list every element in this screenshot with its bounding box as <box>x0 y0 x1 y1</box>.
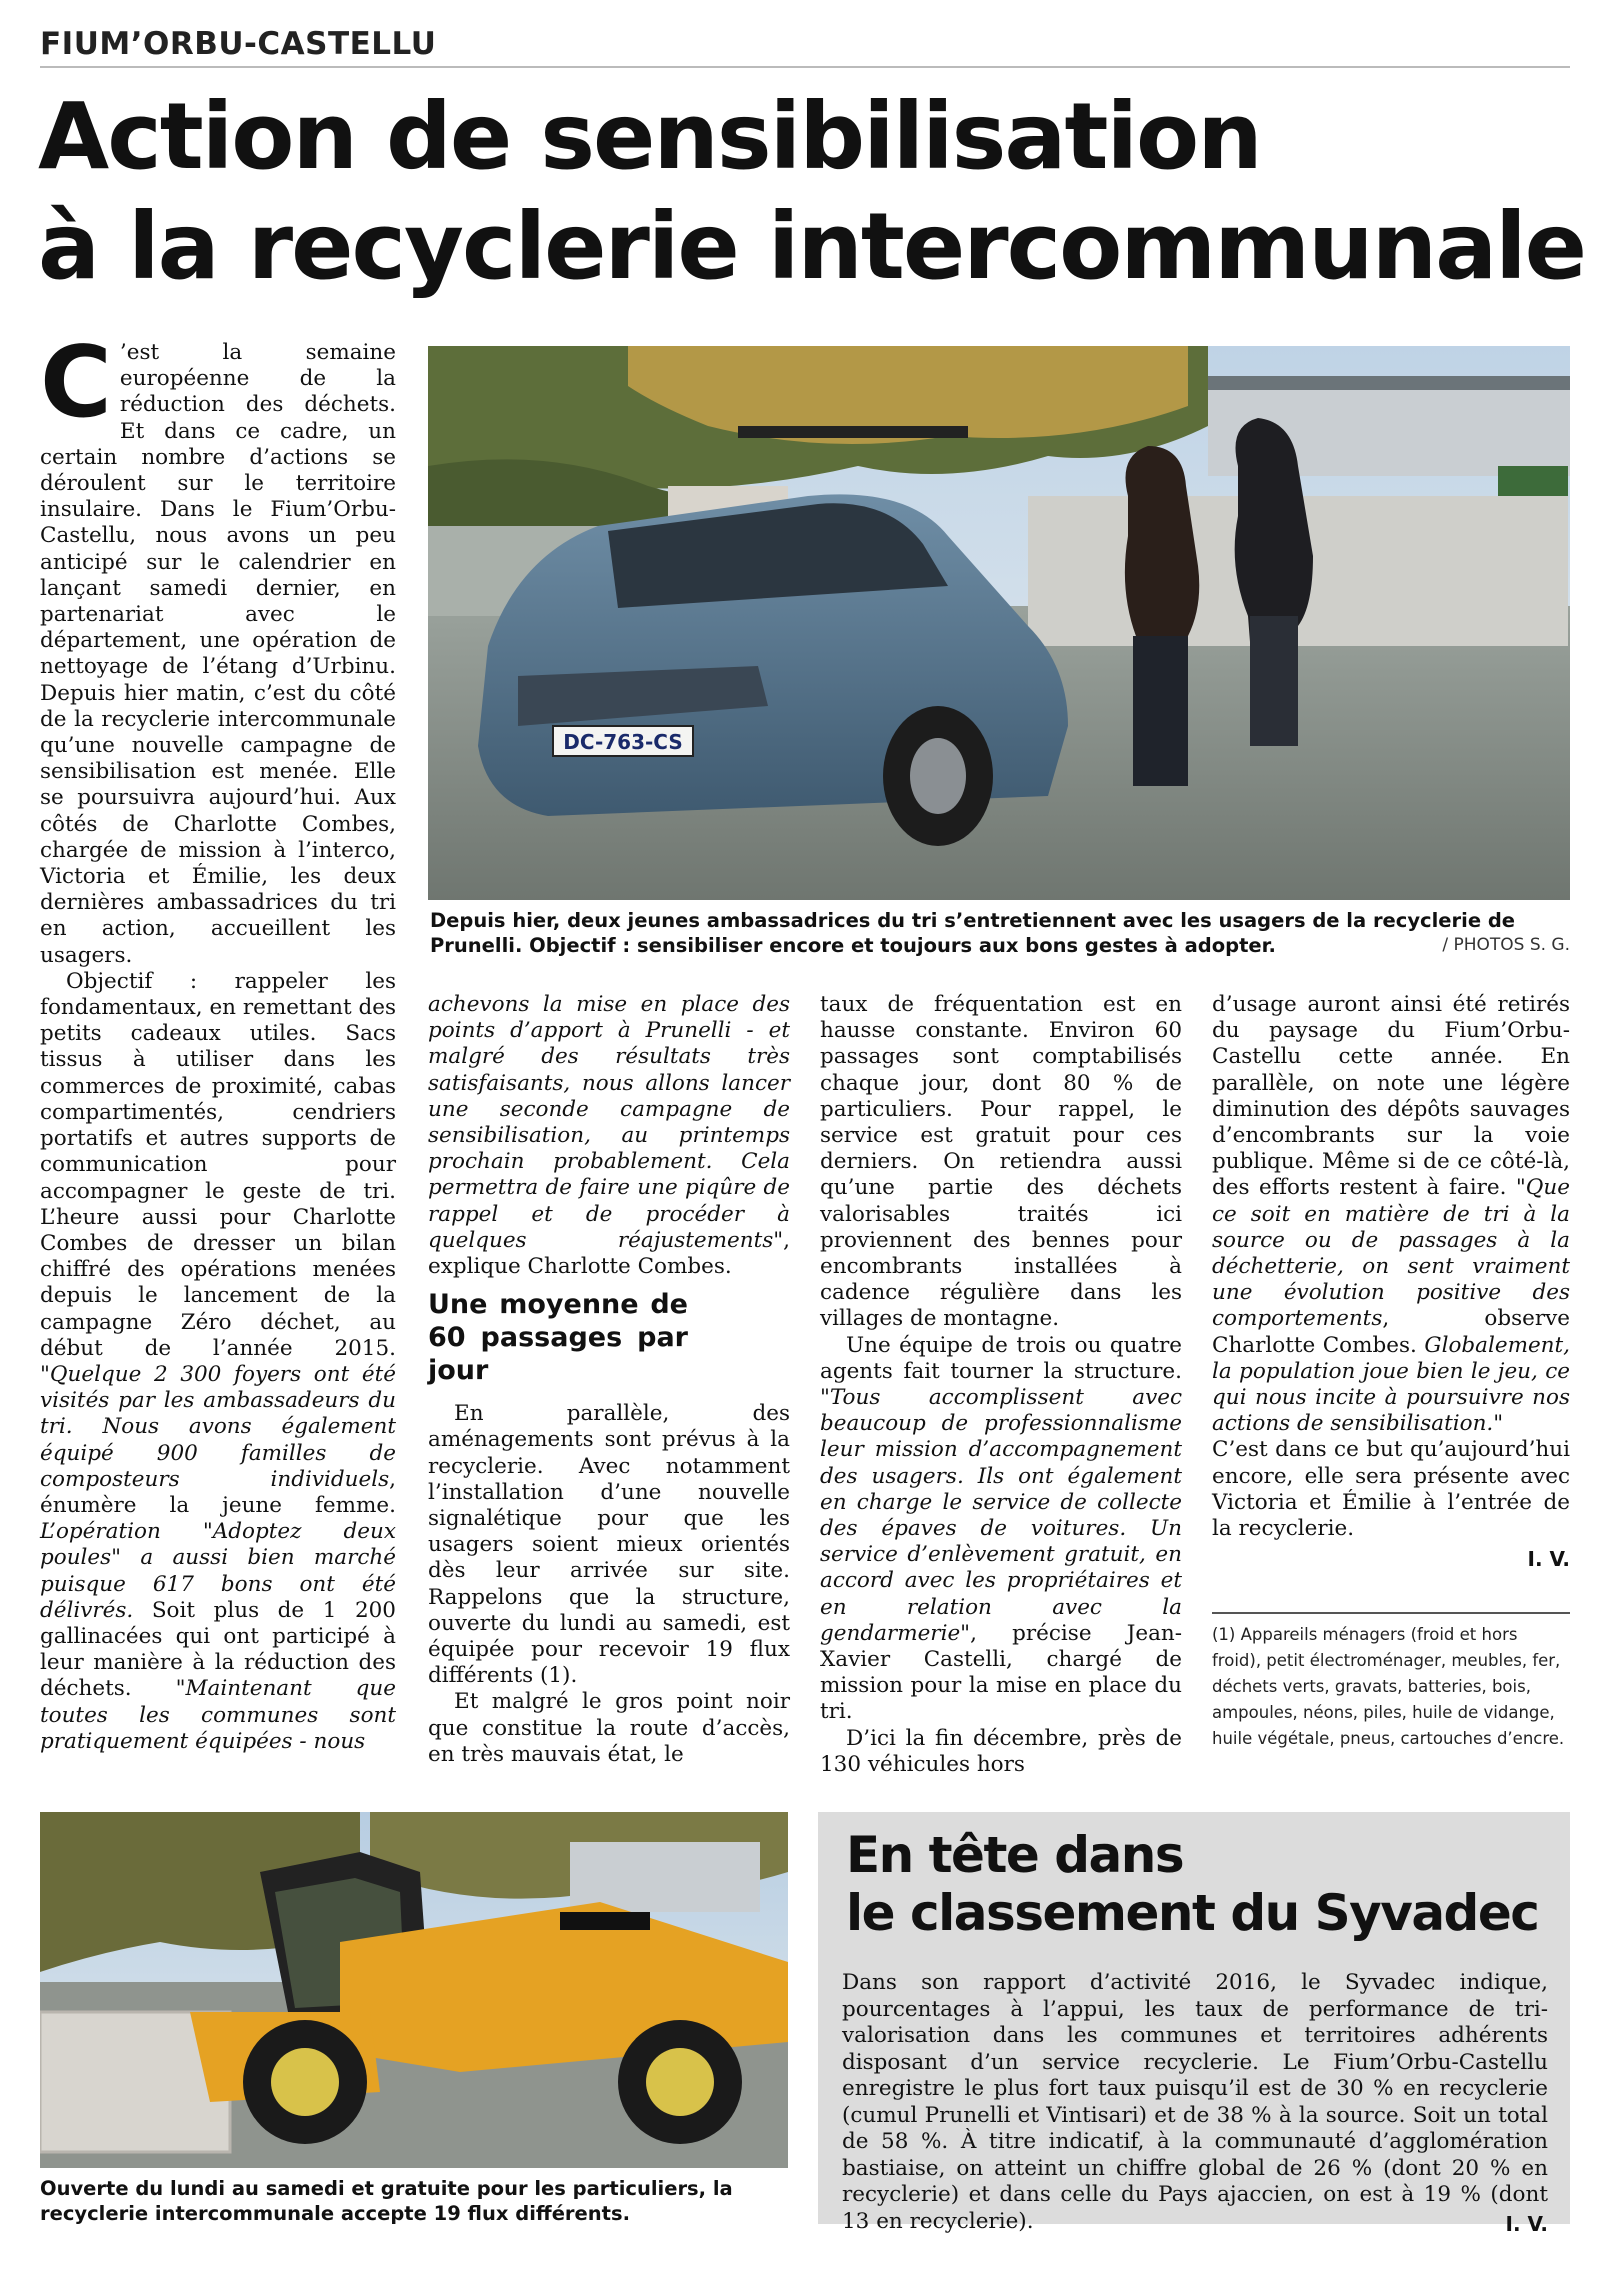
quote-run: achevons la mise en place des points d’apport à Prunelli - et malgré des résultats très satisfaisants, nous allons lancer une seconde campagne de sensibilisation, au printemps prochain probablement. Cela permettra de faire une piqûre de rappel et de procéder à quelques réajustements" <box>428 992 790 1253</box>
paragraph-objective <box>40 969 396 1755</box>
footnote: (1) Appareils ménagers (froid et hors froid), petit électroménager, meubles, fer, déchets verts, gravats, batteries, bois, ampoules, néons, piles, huile de vidange, huile végétale, pneus, cartouches d’encre. <box>1212 1625 1565 1748</box>
sidebar-body <box>842 1970 1548 2238</box>
text-run: Objectif : rappeler les fondamentaux, en remettant des petits cadeaux utiles. Sacs tissus à utiliser dans les commerces de proximité, cabas compartimentés, cendriers portatifs et autres supports de communication pour accompagner le geste de tri. L’heure aussi pour Charlotte Combes de dresser un bilan chiffré des opérations menées depuis le lancement de la campagne Zéro déchet, au début de l’année 2015. <box>40 968 396 1361</box>
photo1-credit: / PHOTOS S. G. <box>1442 935 1570 955</box>
text-run: Soit plus de 1 200 gallinacées qui ont participé à leur manière à la réduction des déchets. <box>40 1597 396 1702</box>
photo-car-ambassadors <box>428 346 1570 900</box>
section-kicker: FIUM’ORBU-CASTELLU <box>40 26 437 62</box>
photo2-caption: Ouverte du lundi au samedi et gratuite pour les particuliers, la recyclerie intercommunale accepte 19 flux différents. <box>40 2177 733 2225</box>
paragraph-usage <box>1212 992 1570 1437</box>
paragraph-vehicules: D’ici la fin décembre, près de 130 véhicules hors <box>820 1725 1182 1777</box>
footnote-rule <box>1212 1612 1570 1614</box>
intro-text: ’est la semaine européenne de la réduction des déchets. Et dans ce cadre, un certain nombre d’actions se déroulent sur le territoire insulaire. Dans le Fium’Orbu-Castellu, nous avons un peu anticipé sur le calendrier en lançant samedi dernier, en partenariat avec le département, une opération de nettoyage de l’étang d’Urbinu. Depuis hier matin, c’est du côté de la recyclerie intercommunale qu’une nouvelle campagne de sensibilisation est menée. Elle se poursuivra aujourd’hui. Aux côtés de Charlotte Combes, chargée de mission à l’interco, Victoria et Émilie, les deux dernières ambassadrices du tri en action, accueillent les usagers. <box>40 340 396 968</box>
photo-car-ambassadors-image <box>428 346 1570 900</box>
subheading: Une moyenne de 60 passages par jour <box>428 1289 688 1387</box>
sidebar-signature: I. V. <box>1505 2212 1548 2236</box>
paragraph-conclusion: C’est dans ce but qu’aujourd’hui encore, elle sera présente avec Victoria et Émilie à l’entrée de la recyclerie. <box>1212 1437 1570 1542</box>
photo-telehandler-image <box>40 1812 788 2168</box>
quote-run: L’opération "Adoptez deux poules" a aussi bien marché puisque 617 bons ont été délivrés. <box>40 1519 396 1623</box>
text-run: Une équipe de trois ou quatre agents fait tourner la structure. <box>820 1332 1182 1384</box>
text-run: , précise Jean-Xavier Castelli, chargé de mission pour la mise en place du tri. <box>820 1620 1182 1725</box>
quote-run: "Que ce soit en matière de tri à la source ou de passages à la déchetterie, on sent vraiment une évolution positive des comportements <box>1212 1175 1570 1332</box>
quote-run: "Quelque 2 300 foyers ont été visités par les ambassadeurs du tri. Nous avons également équipé 900 familles de composteurs individuels <box>40 1361 396 1492</box>
text-run: , énumère la jeune femme. <box>40 1466 396 1518</box>
headline-line-1: Action de sensibilisation <box>38 83 1261 190</box>
article-column-3 <box>820 992 1182 1778</box>
text-run: d’usage auront ainsi été retirés du paysage du Fium’Orbu-Castellu cette année. En parallèle, on note une légère diminution des dépôts sauvages d’encombrants sur la voie publique. Même si de ce côté-là, des efforts restent à faire. <box>1212 992 1570 1201</box>
paragraph-equipe <box>820 1333 1182 1726</box>
quote-run: Globalement, la population joue bien le jeu, ce qui nous incite à poursuivre nos actions de sensibilisation." <box>1212 1332 1570 1437</box>
paragraph-quote-continued <box>428 992 790 1280</box>
quote-run: "Tous accomplissent avec beaucoup de professionnalisme leur mission d’accompagnement des usagers. Ils ont également en charge le service de collecte des épaves de voitures. Un service d’enlèvement gratuit, en accord avec les propriétaires et en relation avec la gendarmerie" <box>820 1385 1182 1646</box>
article-signature: I. V. <box>1527 1547 1570 1572</box>
license-plate: DC-763-CS <box>563 730 683 754</box>
text-run: , observe Charlotte Combes. <box>1212 1306 1570 1358</box>
drop-cap: C <box>40 326 112 440</box>
paragraph-amenagements: En parallèle, des aménagements sont prévus à la recyclerie. Avec notamment l’installation d’une nouvelle signalétique pour que les usagers soient mieux orientés dès leur arrivée sur site. Rappelons que la structure, ouverte du lundi au samedi, est équipée pour recevoir 19 flux différents (1). <box>428 1401 790 1689</box>
article-column-2 <box>428 992 790 1768</box>
intro-paragraph <box>40 326 396 969</box>
sidebar-title <box>846 1826 1556 1942</box>
sidebar-body-text: Dans son rapport d’activité 2016, le Syvadec indique, pourcentages à l’appui, les taux de performance de tri-valorisation dans les communes et territoires adhérents disposant d’un service recyclerie. Le Fium’Orbu-Castellu enregistre le plus fort taux puisqu’il est de 30 % en recyclerie (cumul Prunelli et Vintisari) et de 38 % à la source. Soit un total de 58 %. À titre indicatif, à la communauté d’agglomération bastiaise, on atteint un chiffre global de 26 % (dont 20 % en recyclerie) et dans celle du Pays ajaccien, on est à 19 % (dont 13 en recyclerie). <box>842 1970 1548 2234</box>
article-headline <box>38 82 1586 302</box>
sidebar-box <box>818 1812 1570 2236</box>
quote-run: "Maintenant que toutes les communes sont pratiquement équipées - nous <box>40 1676 396 1754</box>
photo-telehandler <box>40 1812 788 2168</box>
article-column-4 <box>1212 992 1570 1572</box>
paragraph-frequentation: taux de fréquentation est en hausse constante. Environ 60 passages sont comptabilisés chaque jour, dont 80 % de particuliers. Pour rappel, le service est gratuit pour ces derniers. On retiendra aussi qu’une partie des déchets valorisables traités ici proviennent des bennes pour encombrants installées à cadence régulière dans les villages de montagne. <box>820 992 1182 1332</box>
text-run: , explique Charlotte Combes. <box>428 1227 790 1280</box>
photo1-caption: Depuis hier, deux jeunes ambassadrices du tri s’entretiennent avec les usagers de la recyclerie de Prunelli. Objectif : sensibiliser encore et toujours aux bons gestes à adopter. <box>430 909 1516 957</box>
header-rule <box>40 66 1570 68</box>
paragraph-route: Et malgré le gros point noir que constitue la route d’accès, en très mauvais état, le <box>428 1689 790 1767</box>
sidebar-title-line-1: En tête dans <box>846 1826 1184 1884</box>
article-column-1 <box>40 326 396 1755</box>
sidebar-title-line-2: le classement du Syvadec <box>846 1884 1539 1942</box>
headline-line-2: à la recyclerie intercommunale <box>38 193 1586 300</box>
